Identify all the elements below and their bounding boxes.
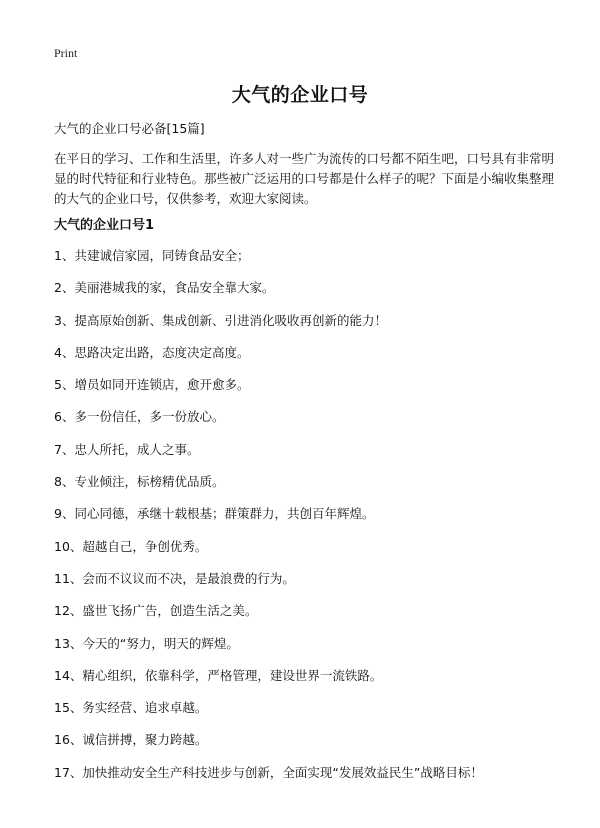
list-item: 2、美丽港城我的家，食品安全靠大家。: [54, 280, 275, 296]
list-item: 15、务实经营、追求卓越。: [54, 700, 208, 716]
list-item: 5、增员如同开连锁店，愈开愈多。: [54, 377, 250, 393]
slogan-list: [54, 246, 564, 795]
list-item: 14、精心组织，依靠科学，严格管理，建设世界一流铁路。: [54, 667, 383, 683]
list-item: 16、诚信拼搏，聚力跨越。: [54, 732, 208, 748]
print-link[interactable]: Print: [54, 46, 78, 60]
document-subtitle: 大气的企业口号必备[15篇]: [54, 121, 205, 136]
list-item: 4、思路决定出路，态度决定高度。: [54, 344, 250, 360]
section-heading: 大气的企业口号1: [54, 218, 155, 233]
page-title: 大气的企业口号: [231, 84, 369, 106]
list-item: 12、盛世飞扬广告，创造生活之美。: [54, 603, 258, 619]
list-item: 3、提高原始创新、集成创新、引进消化吸收再创新的能力！: [54, 312, 387, 328]
list-item: 1、共建诚信家园，同铸食品安全；: [54, 248, 250, 263]
list-item: 9、同心同德，承继十载根基；群策群力，共创百年辉煌。: [54, 506, 375, 522]
list-item: 6、多一份信任，多一份放心。: [54, 409, 225, 425]
list-item: 17、加快推动安全生产科技进步与创新，全面实现“发展效益民生”战略目标！: [54, 764, 483, 780]
list-item: 7、忠人所托，成人之事。: [54, 441, 200, 457]
list-item: 8、专业倾注，标榜精优品质。: [54, 474, 225, 490]
list-item: 10、超越自己，争创优秀。: [54, 538, 208, 554]
list-item: 11、会而不议议而不决，是最浪费的行为。: [54, 570, 295, 586]
list-item: 13、今天的“努力，明天的辉煌。: [54, 635, 239, 651]
intro-paragraph: 在平日的学习、工作和生活里，许多人对一些广为流传的口号都不陌生吧，口号具有非常明显的时代特征和行业特色。那些被广泛运用的口号都是什么样子的呢？下面是小编收集整理的大气的企业口号，仅供参考，欢迎大家阅读。: [54, 151, 555, 206]
